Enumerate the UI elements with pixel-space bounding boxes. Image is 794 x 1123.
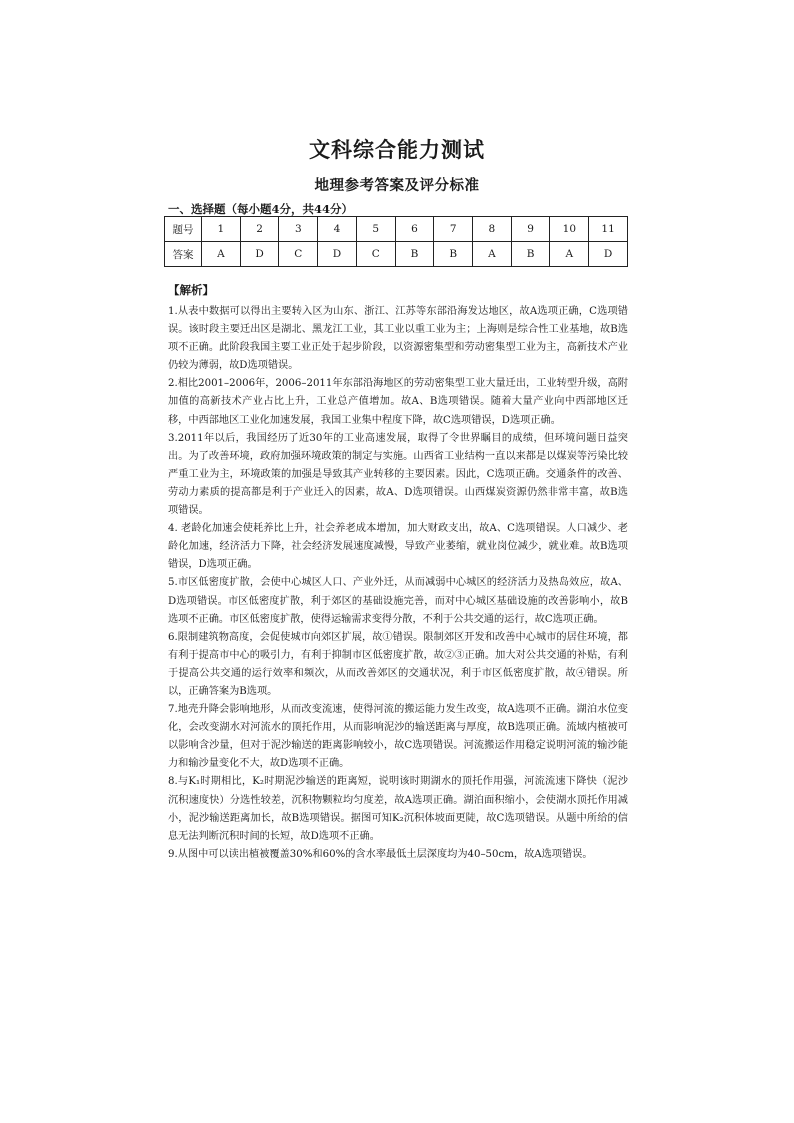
page-title: 文科综合能力测试 bbox=[309, 137, 485, 162]
question-number: 5 bbox=[356, 217, 395, 242]
row-label-numbers: 题号 bbox=[165, 217, 202, 242]
question-number: 7 bbox=[434, 217, 473, 242]
question-number: 2 bbox=[240, 217, 279, 242]
answer-table bbox=[164, 216, 628, 267]
row-label-answers: 答案 bbox=[165, 242, 202, 267]
question-number: 8 bbox=[473, 217, 512, 242]
answer-cell: A bbox=[473, 242, 512, 267]
answer-cell: B bbox=[511, 242, 550, 267]
analysis-paragraph: 8.与K₁时期相比，K₂时期泥沙输送的距离短，说明该时期湖水的顶托作用强，河流流速下降快（泥沙沉积速度快）分选性较差，沉积物颗粒均匀度差，故A选项正确。湖泊面积缩小，会使湖水顶托作用减小，泥沙输送距离加长，故B选项错误。据图可知K₂沉积体坡面更陡，故C选项错误。从题中所给的信息无法判断沉积时间的长短，故D选项不正确。 bbox=[168, 776, 628, 842]
answer-cell: A bbox=[202, 242, 241, 267]
answer-cell: B bbox=[395, 242, 434, 267]
table-row-answers bbox=[165, 242, 628, 267]
analysis-paragraph: 4. 老龄化加速会使耗养比上升，社会养老成本增加，加大财政支出，故A、C选项错误。人口减少、老龄化加速，经济活力下降，社会经济发展速度减慢，导致产业萎缩，就业岗位减少，就业难。故B选项错误，D选项正确。 bbox=[168, 523, 628, 571]
question-number: 3 bbox=[279, 217, 318, 242]
table-row-numbers bbox=[165, 217, 628, 242]
question-number: 1 bbox=[202, 217, 241, 242]
answer-cell: A bbox=[550, 242, 589, 267]
answer-cell: D bbox=[318, 242, 357, 267]
question-number: 9 bbox=[511, 217, 550, 242]
question-number: 11 bbox=[589, 217, 628, 242]
analysis-heading: 【解析】 bbox=[168, 283, 214, 297]
answer-cell: D bbox=[240, 242, 279, 267]
analysis-paragraph: 5.市区低密度扩散，会使中心城区人口、产业外迁，从而减弱中心城区的经济活力及热岛效应，故A、D选项错误。市区低密度扩散，利于郊区的基础设施完善，而对中心城区基础设施的改善影响小，故B选项不正确。市区低密度扩散，使得运输需求变得分散，不利于公共交通的运行，故C选项正确。 bbox=[168, 577, 628, 625]
analysis-paragraph: 2.相比2001–2006年，2006–2011年东部沿海地区的劳动密集型工业大量迁出，工业转型升级，高附加值的高新技术产业占比上升，工业总产值增加。故A、B选项错误。随着大量产业向中西部地区迁移，中西部地区工业化加速发展，我国工业集中程度下降，故C选项错误，D选项正确。 bbox=[168, 378, 628, 426]
analysis-paragraph: 6.限制建筑物高度，会促使城市向郊区扩展，故①错误。限制郊区开发和改善中心城市的居住环境，都有利于提高市中心的吸引力，有利于抑制市区低密度扩散，故②③正确。加大对公共交通的补贴，有利于提高公共交通的运行效率和频次，从而改善郊区的交通状况，利于市区低密度扩散，故④错误。所以，正确答案为B选项。 bbox=[168, 631, 628, 697]
analysis-paragraph: 9.从图中可以读出植被覆盖30%和60%的含水率最低土层深度均为40–50cm，故A选项错误。 bbox=[168, 848, 593, 860]
answer-cell: C bbox=[279, 242, 318, 267]
answer-cell: B bbox=[434, 242, 473, 267]
question-number: 6 bbox=[395, 217, 434, 242]
page-subtitle: 地理参考答案及评分标准 bbox=[314, 177, 480, 194]
analysis-paragraph: 3.2011年以后，我国经历了近30年的工业高速发展，取得了令世界瞩目的成绩，但环境问题日益突出。为了改善环境，政府加强环境政策的制定与实施。山西省工业结构一直以来都是以煤炭等污染比较严重工业为主，环境政策的加强是导致其产业转移的主要因素。因此，C选项正确。交通条件的改善、劳动力素质的提高都是利于产业迁入的因素，故A、D选项错误。山西煤炭资源仍然非常丰富，故B选项错误。 bbox=[168, 432, 628, 517]
question-number: 4 bbox=[318, 217, 357, 242]
question-number: 10 bbox=[550, 217, 589, 242]
analysis-paragraph: 7.地壳升降会影响地形，从而改变流速，使得河流的搬运能力发生改变，故A选项不正确。湖泊水位变化，会改变湖水对河流水的顶托作用，从而影响泥沙的输送距离与厚度，故B选项正确。流域内植被可以影响含沙量，但对于泥沙输送的距离影响较小，故C选项错误。河流搬运作用稳定说明河流的输沙能力和输沙量变化不大，故D选项不正确。 bbox=[168, 704, 628, 770]
answer-cell: D bbox=[589, 242, 628, 267]
analysis-paragraph: 1.从表中数据可以得出主要转入区为山东、浙江、江苏等东部沿海发达地区，故A选项正确，C选项错误。该时段主要迁出区是湖北、黑龙江工业，其工业以重工业为主；上海则是综合性工业基地，故B选项不正确。此阶段我国主要工业正处于起步阶段，以资源密集型和劳动密集型工业为主，高新技术产业仍较为薄弱，故D选项错误。 bbox=[168, 306, 628, 372]
answer-cell: C bbox=[356, 242, 395, 267]
section-heading: 一、选择题（每小题4分，共44分） bbox=[168, 202, 354, 216]
analysis-body bbox=[168, 303, 628, 864]
